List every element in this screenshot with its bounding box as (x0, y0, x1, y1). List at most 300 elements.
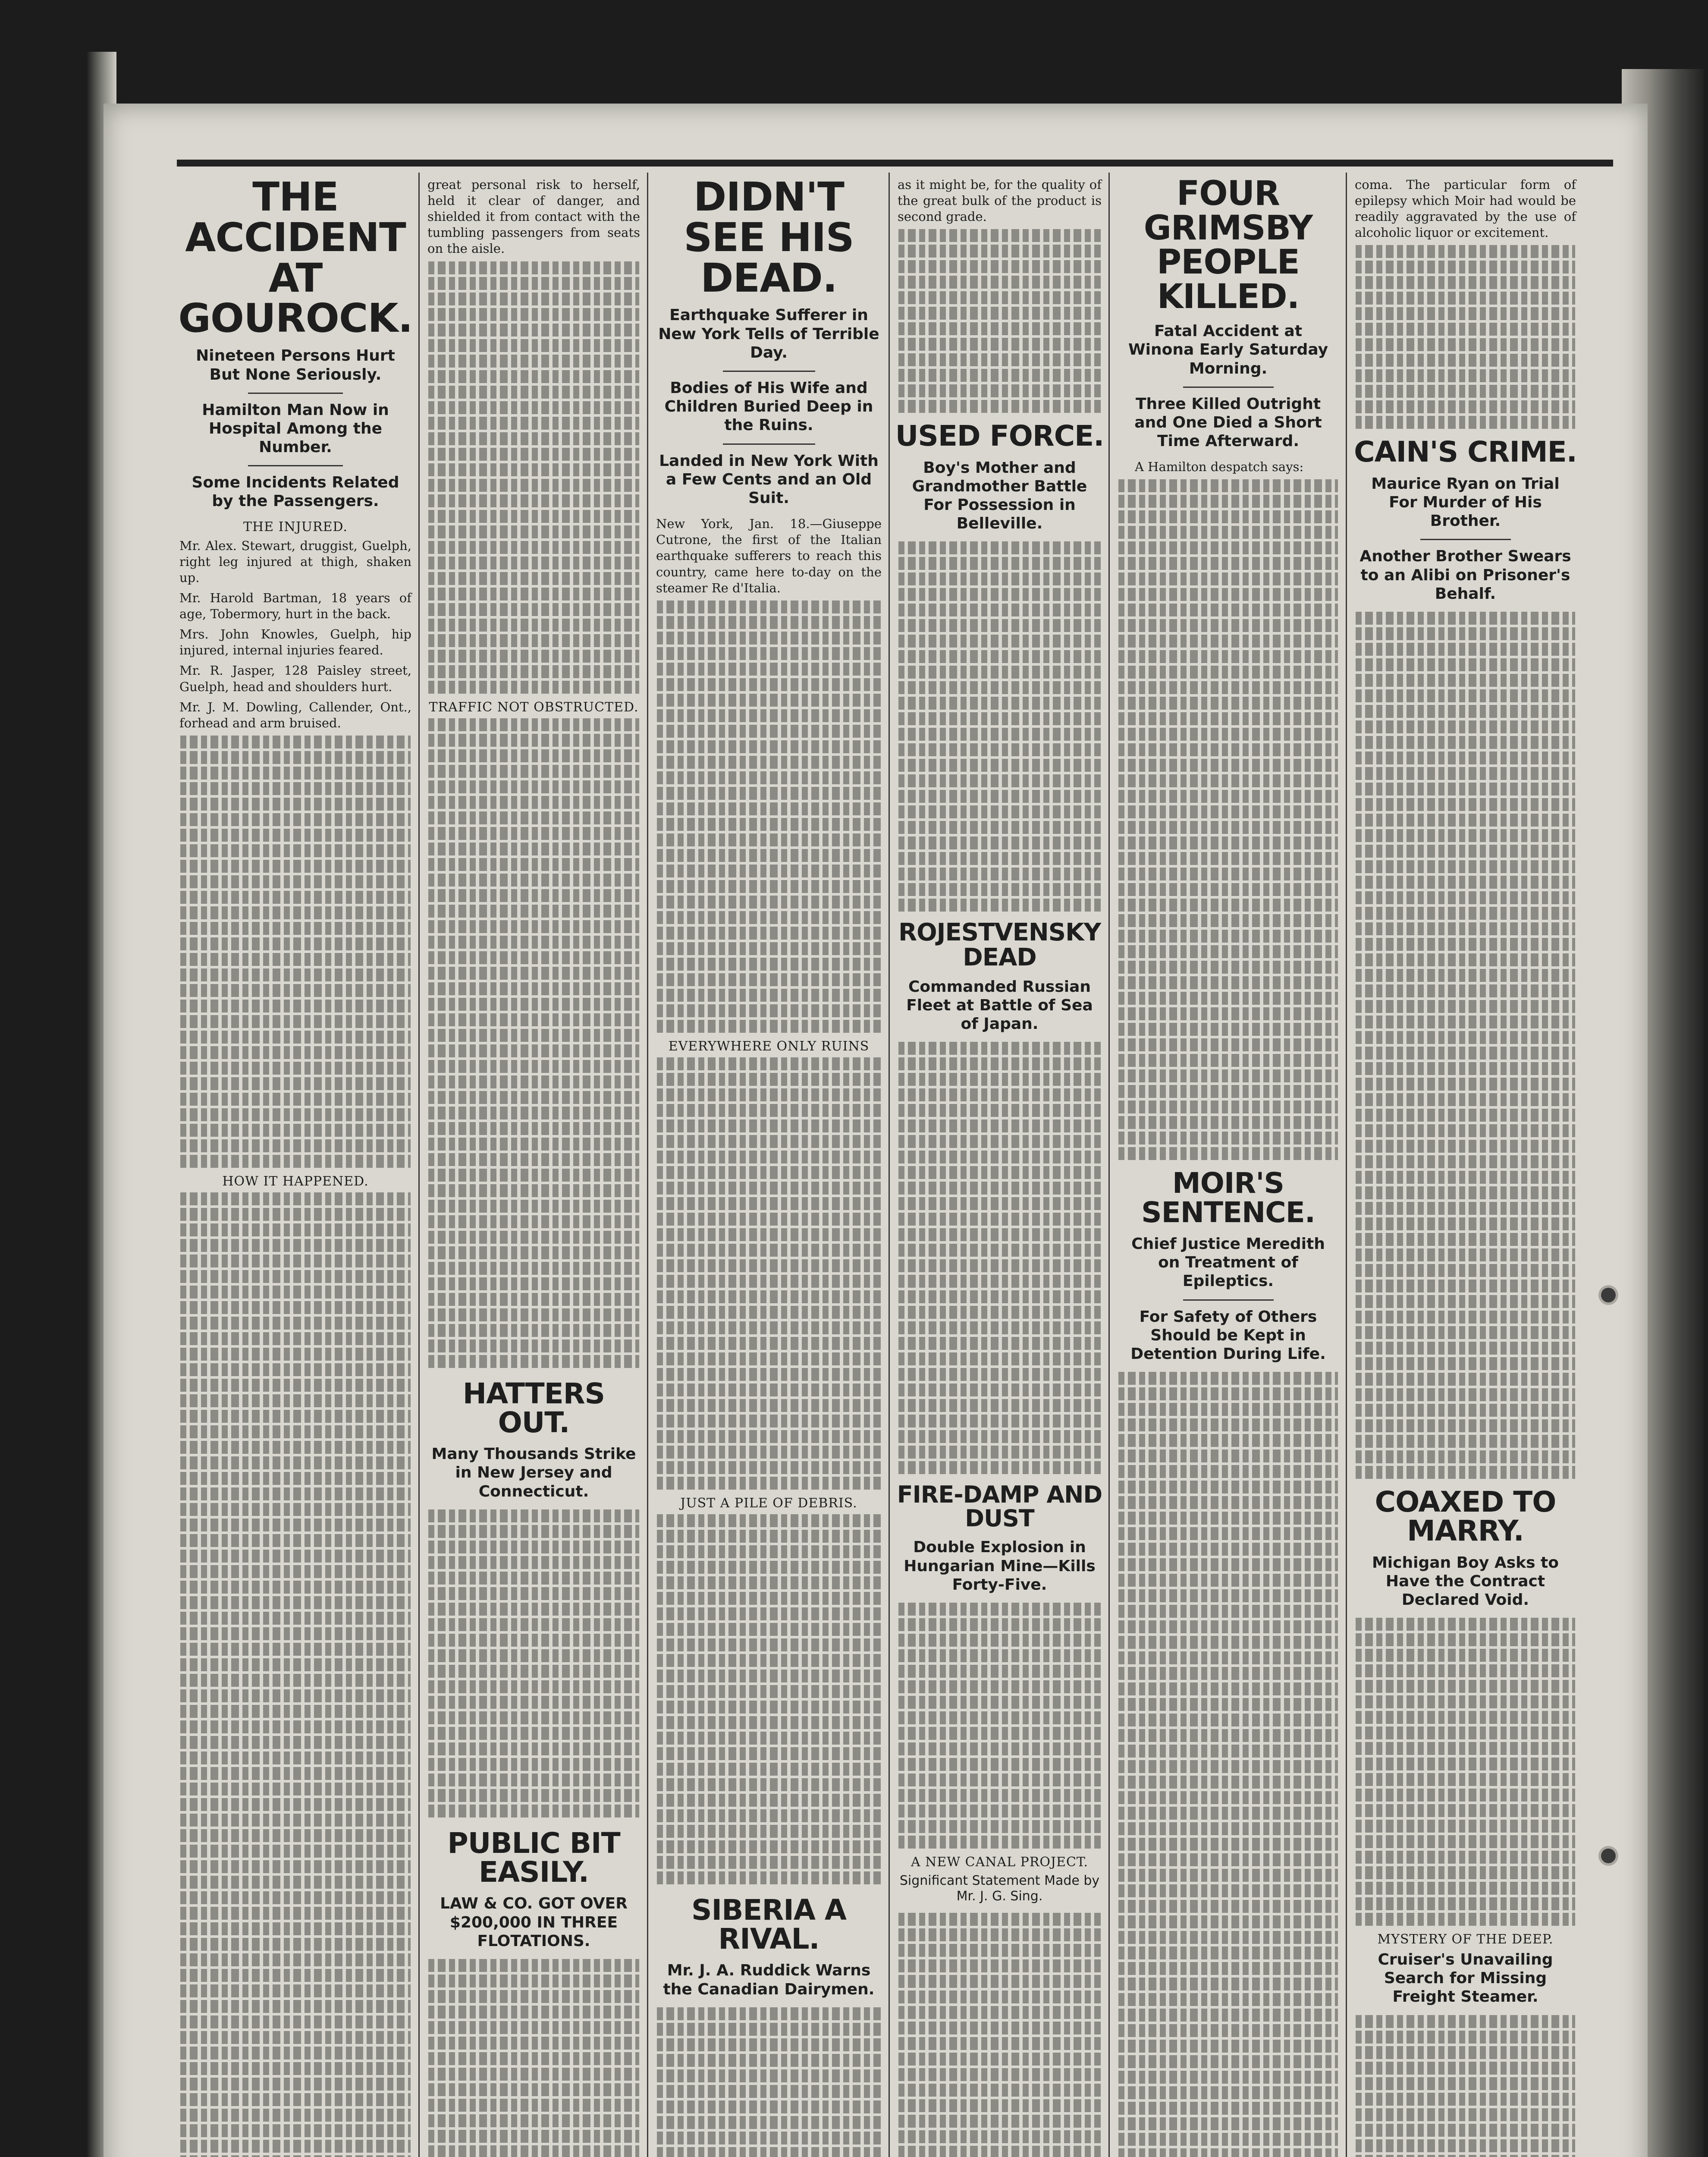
text-line (657, 802, 881, 815)
text-line (898, 1649, 1101, 1662)
text-line (428, 1959, 639, 1972)
text-line (1356, 1913, 1575, 1926)
text-line (180, 906, 411, 919)
text-line (1118, 1101, 1338, 1113)
article-paragraph: as it might be, for the quality of the great bulk of the product is second grade. (898, 177, 1102, 224)
text-line (180, 2155, 411, 2157)
text-line (1118, 1450, 1338, 1462)
text-line (898, 899, 1101, 912)
text-line (180, 2016, 411, 2028)
text-line (428, 811, 639, 824)
text-line (428, 1789, 639, 1802)
divider (1183, 1299, 1274, 1301)
text-line (1118, 1512, 1338, 1525)
text-line (1356, 1882, 1575, 1895)
text-line (898, 1665, 1101, 1678)
text-line (1356, 1388, 1575, 1401)
text-line (180, 1876, 411, 1889)
text-line (898, 681, 1101, 694)
headline-fire-damp-and-dust: FIRE-DAMP AND DUST (897, 1481, 1102, 1532)
text-line (657, 2100, 881, 2113)
text-line (657, 1197, 881, 1210)
text-line (428, 681, 639, 694)
text-line (898, 666, 1101, 679)
text-line (1356, 1311, 1575, 1324)
text-line (898, 1290, 1101, 1303)
text-line (428, 765, 639, 778)
text-line (180, 1969, 411, 1982)
text-line (1356, 276, 1575, 289)
text-line (428, 734, 639, 747)
text-line (1118, 1791, 1338, 1804)
text-line (428, 951, 639, 964)
deck: Nineteen Persons Hurt But None Seriously. (196, 347, 395, 384)
text-line (657, 1592, 881, 1605)
text-line (898, 1430, 1101, 1443)
text-line (428, 448, 639, 461)
text-line (428, 2145, 639, 2157)
text-line (428, 1184, 639, 1197)
text-line (428, 874, 639, 887)
text-line (428, 619, 639, 632)
text-line (657, 1670, 881, 1682)
text-line (428, 1587, 639, 1600)
text-line (657, 1778, 881, 1791)
text-line (898, 1928, 1101, 1941)
text-line (1356, 2062, 1575, 2075)
deck: Double Explosion in Hungarian Mine—Kills Forty-Five. (904, 1538, 1096, 1594)
text-line (1118, 2009, 1338, 2022)
column-1 (177, 177, 414, 2157)
text-line (1356, 1326, 1575, 1339)
text-line (1356, 1726, 1575, 1739)
text-line (657, 1430, 881, 1443)
text-line (1118, 557, 1338, 570)
text-line (657, 1576, 881, 1589)
text-line (1356, 627, 1575, 640)
headline-didnt-see-his-dead: DIDN'T SEE HIS DEAD. (684, 177, 854, 301)
text-line (428, 2021, 639, 2034)
text-line (657, 1104, 881, 1117)
text-line (898, 2037, 1101, 2050)
text-line (1356, 2108, 1575, 2121)
text-line (657, 1088, 881, 1101)
text-line (1118, 479, 1338, 492)
text-line (428, 463, 639, 476)
text-line (180, 1643, 411, 1656)
text-line (1356, 416, 1575, 429)
text-line (428, 998, 639, 1011)
text-line (428, 827, 639, 840)
text-line (180, 1581, 411, 1594)
text-line (1118, 1054, 1338, 1067)
text-line (898, 697, 1101, 710)
text-line (1118, 976, 1338, 989)
text-line (898, 338, 1101, 351)
text-line (1356, 860, 1575, 873)
article-paragraph: great personal risk to herself, held it clear of danger, and shielded it from contact with the tumbling passengers from seats on the aisle. (427, 177, 640, 256)
text-line (1118, 1116, 1338, 1129)
text-line (898, 1104, 1101, 1117)
text-line (1118, 1007, 1338, 1020)
text-line (898, 1057, 1101, 1070)
text-line (1356, 1618, 1575, 1631)
text-line (1118, 1714, 1338, 1726)
text-line (428, 1649, 639, 1662)
text-line (428, 588, 639, 601)
text-line (428, 1169, 639, 1182)
text-line (657, 1747, 881, 1760)
text-line (657, 1135, 881, 1148)
text-line (180, 1612, 411, 1625)
text-line (657, 833, 881, 846)
text-line (1118, 681, 1338, 694)
text-line (1356, 1078, 1575, 1091)
deck: Three Killed Outright and One Died a Short Time Afterward. (1134, 395, 1322, 450)
text-line (657, 2023, 881, 2036)
deck: For Safety of Others Should be Kept in Detention During Life. (1130, 1308, 1326, 1363)
text-line (428, 1975, 639, 1987)
text-line (428, 1215, 639, 1228)
text-line (1118, 821, 1338, 834)
text-line (1118, 805, 1338, 818)
text-line (428, 1308, 639, 1321)
subhead: A NEW CANAL PROJECT. (911, 1854, 1089, 1870)
text-line (1356, 323, 1575, 336)
text-line (657, 1151, 881, 1163)
text-line (657, 1794, 881, 1807)
text-line (898, 868, 1101, 880)
text-line (180, 798, 411, 811)
text-line (898, 245, 1101, 258)
text-line (180, 1550, 411, 1563)
text-line (898, 2022, 1101, 2034)
text-line (657, 601, 881, 613)
text-line (898, 1758, 1101, 1771)
text-line (1356, 1342, 1575, 1355)
text-line (1118, 961, 1338, 974)
text-line (657, 1716, 881, 1729)
text-line (898, 1727, 1101, 1740)
text-line (180, 1736, 411, 1749)
text-line (428, 1711, 639, 1724)
text-line (1118, 1023, 1338, 1036)
text-line (1356, 1758, 1575, 1770)
text-line (898, 619, 1101, 632)
text-line (180, 1814, 411, 1827)
text-line (898, 2130, 1101, 2143)
text-line (898, 291, 1101, 304)
text-line (180, 844, 411, 857)
text-line (1356, 338, 1575, 351)
text-line (428, 650, 639, 663)
text-line (428, 920, 639, 933)
text-line (180, 1938, 411, 1951)
text-line (428, 1231, 639, 1244)
text-line (898, 1634, 1101, 1647)
article-paragraph: Mrs. John Knowles, Guelph, hip injured, internal injuries feared. (179, 627, 411, 658)
text-line (1118, 1620, 1338, 1633)
text-line (1118, 1729, 1338, 1742)
column-5 (1115, 177, 1341, 2157)
text-line (1118, 1682, 1338, 1695)
text-line (657, 1840, 881, 1853)
text-line (657, 1763, 881, 1776)
text-line (657, 849, 881, 862)
deck: Fatal Accident at Winona Early Saturday Morning. (1128, 322, 1328, 377)
text-line (180, 2124, 411, 2137)
text-line (180, 782, 411, 795)
text-line (1356, 705, 1575, 718)
text-line (428, 1509, 639, 1522)
text-line (898, 852, 1101, 865)
text-line (428, 277, 639, 290)
text-line (1118, 572, 1338, 585)
text-line (1118, 1372, 1338, 1385)
text-line (1356, 2139, 1575, 2152)
text-line (1118, 1418, 1338, 1431)
text-line (1356, 1373, 1575, 1386)
text-line (657, 1732, 881, 1745)
text-line (180, 1705, 411, 1718)
text-line (180, 860, 411, 873)
article-paragraph: Mr. R. Jasper, 128 Paisley street, Guelph, head and shoulders hurt. (179, 663, 411, 694)
column-rule (889, 173, 890, 2157)
text-line (1118, 1069, 1338, 1082)
text-line (428, 1107, 639, 1119)
text-line (428, 1805, 639, 1817)
text-line (1356, 953, 1575, 966)
text-line (428, 541, 639, 554)
column-rule (1346, 173, 1347, 2157)
text-line (428, 1680, 639, 1693)
text-line (428, 2083, 639, 2096)
text-line (1118, 2148, 1338, 2157)
text-line (1356, 1680, 1575, 1693)
text-line (657, 1461, 881, 1474)
text-line (180, 1798, 411, 1811)
text-line (180, 2109, 411, 2122)
text-line (657, 1166, 881, 1179)
text-line (898, 1913, 1101, 1926)
text-line (1118, 1403, 1338, 1416)
text-line (180, 1208, 411, 1221)
text-line (1356, 1789, 1575, 1802)
text-line (657, 1685, 881, 1698)
subhead: JUST A PILE OF DEBRIS. (680, 1495, 857, 1511)
text-line (428, 1122, 639, 1135)
text-line (1356, 354, 1575, 367)
text-line (180, 1860, 411, 1873)
text-line (898, 1135, 1101, 1148)
deck: Some Incidents Related by the Passengers. (192, 474, 399, 510)
text-line (898, 1836, 1101, 1849)
text-line (657, 1383, 881, 1396)
text-line (657, 2007, 881, 2020)
text-line (1356, 736, 1575, 749)
text-line (657, 1701, 881, 1714)
text-line (1356, 938, 1575, 951)
text-line (180, 1223, 411, 1236)
text-line (898, 1182, 1101, 1195)
text-line (657, 709, 881, 722)
article-paragraph: Mr. J. M. Dowling, Callender, Ont., forhead and arm bruised. (179, 699, 411, 730)
text-line (428, 718, 639, 731)
text-line (657, 1530, 881, 1543)
text-line (1118, 2102, 1338, 2115)
text-line (898, 260, 1101, 273)
text-line (1118, 836, 1338, 849)
text-line (428, 936, 639, 949)
text-line (1356, 984, 1575, 997)
text-line (180, 1015, 411, 1028)
text-line (428, 261, 639, 274)
text-line (657, 2038, 881, 2051)
text-line (1118, 2133, 1338, 2146)
text-line (1356, 814, 1575, 827)
text-line (1356, 876, 1575, 889)
text-line (1118, 2086, 1338, 2099)
headline-moirs-sentence: MOIR'S SENTENCE. (1141, 1167, 1315, 1229)
text-line (180, 2047, 411, 2060)
text-line (898, 400, 1101, 413)
text-line (180, 1332, 411, 1345)
text-line (1356, 720, 1575, 733)
text-line (1118, 1807, 1338, 1820)
text-line (898, 229, 1101, 242)
text-line (898, 1944, 1101, 1957)
text-line (1118, 1962, 1338, 1975)
text-line (898, 650, 1101, 663)
text-line (428, 324, 639, 336)
text-line (1118, 1760, 1338, 1773)
text-line (428, 1556, 639, 1569)
text-line (898, 1088, 1101, 1101)
text-line (1118, 1574, 1338, 1587)
text-line (1356, 245, 1575, 258)
text-line (657, 1561, 881, 1574)
text-line (428, 2099, 639, 2112)
text-line (1118, 1147, 1338, 1160)
text-line (180, 829, 411, 842)
text-line (180, 1519, 411, 1531)
text-line (428, 1355, 639, 1368)
text-line (657, 880, 881, 893)
text-line (180, 891, 411, 904)
column-4 (895, 177, 1104, 2157)
text-line (1118, 743, 1338, 756)
text-line (898, 1166, 1101, 1179)
text-line (1118, 930, 1338, 943)
text-line (898, 1990, 1101, 2003)
text-line (657, 1213, 881, 1226)
divider (248, 465, 343, 466)
text-line (657, 1514, 881, 1527)
text-line (657, 1259, 881, 1272)
text-line (657, 1004, 881, 1017)
text-line (1356, 1248, 1575, 1261)
headline-public-bit-easily: PUBLIC BIT EASILY. (447, 1826, 620, 1889)
text-line (898, 1399, 1101, 1412)
text-line (180, 1783, 411, 1795)
text-line (657, 756, 881, 769)
text-line (1118, 1900, 1338, 1913)
text-line (428, 386, 639, 399)
text-line (1118, 1978, 1338, 1990)
text-line (1356, 1109, 1575, 1122)
text-line (1356, 1155, 1575, 1168)
text-line (898, 1711, 1101, 1724)
text-line (428, 432, 639, 445)
column-rule (418, 173, 420, 2157)
divider (723, 371, 815, 372)
text-line (180, 1046, 411, 1059)
text-line (428, 1665, 639, 1678)
text-line (428, 1742, 639, 1755)
text-line (1118, 666, 1338, 679)
text-line (428, 1277, 639, 1290)
text-line (1118, 992, 1338, 1005)
text-line (428, 557, 639, 569)
text-line (428, 355, 639, 368)
text-line (1356, 1804, 1575, 1817)
deck: Maurice Ryan on Trial For Murder of His Brother. (1371, 475, 1560, 530)
article-paragraph: Mr. Alex. Stewart, druggist, Guelph, right leg injured at thigh, shaken up. (179, 538, 411, 585)
text-line (657, 1020, 881, 1033)
text-line (898, 1959, 1101, 1972)
text-line (180, 1953, 411, 1966)
text-line (1356, 1202, 1575, 1215)
text-line (180, 1456, 411, 1469)
text-line (657, 1825, 881, 1838)
text-line (428, 1044, 639, 1057)
text-line (657, 2069, 881, 2082)
text-line (657, 725, 881, 738)
text-line (1118, 883, 1338, 896)
deck: Michigan Boy Asks to Have the Contract Declared Void. (1372, 1553, 1559, 1609)
text-line (657, 632, 881, 645)
text-line (1118, 1038, 1338, 1051)
text-line (428, 525, 639, 538)
text-line (428, 2006, 639, 2019)
text-line (428, 1634, 639, 1647)
text-line (180, 1751, 411, 1764)
text-line (1118, 1884, 1338, 1897)
text-line (898, 712, 1101, 725)
text-line (657, 771, 881, 784)
text-line (898, 307, 1101, 320)
text-line (898, 2146, 1101, 2157)
text-line (428, 401, 639, 414)
text-line (657, 1275, 881, 1288)
text-line (428, 510, 639, 523)
text-line (657, 973, 881, 986)
text-line (898, 774, 1101, 787)
text-line (657, 2116, 881, 2129)
text-line (1118, 1869, 1338, 1882)
text-line (657, 1306, 881, 1319)
text-line (1356, 1820, 1575, 1833)
text-line (180, 1410, 411, 1423)
text-line (1118, 1543, 1338, 1556)
text-line (1118, 1838, 1338, 1851)
text-line (1356, 1695, 1575, 1708)
text-line (657, 1073, 881, 1086)
text-line (428, 1696, 639, 1709)
text-line (180, 1093, 411, 1106)
text-line (428, 339, 639, 352)
column-6 (1352, 177, 1579, 2157)
